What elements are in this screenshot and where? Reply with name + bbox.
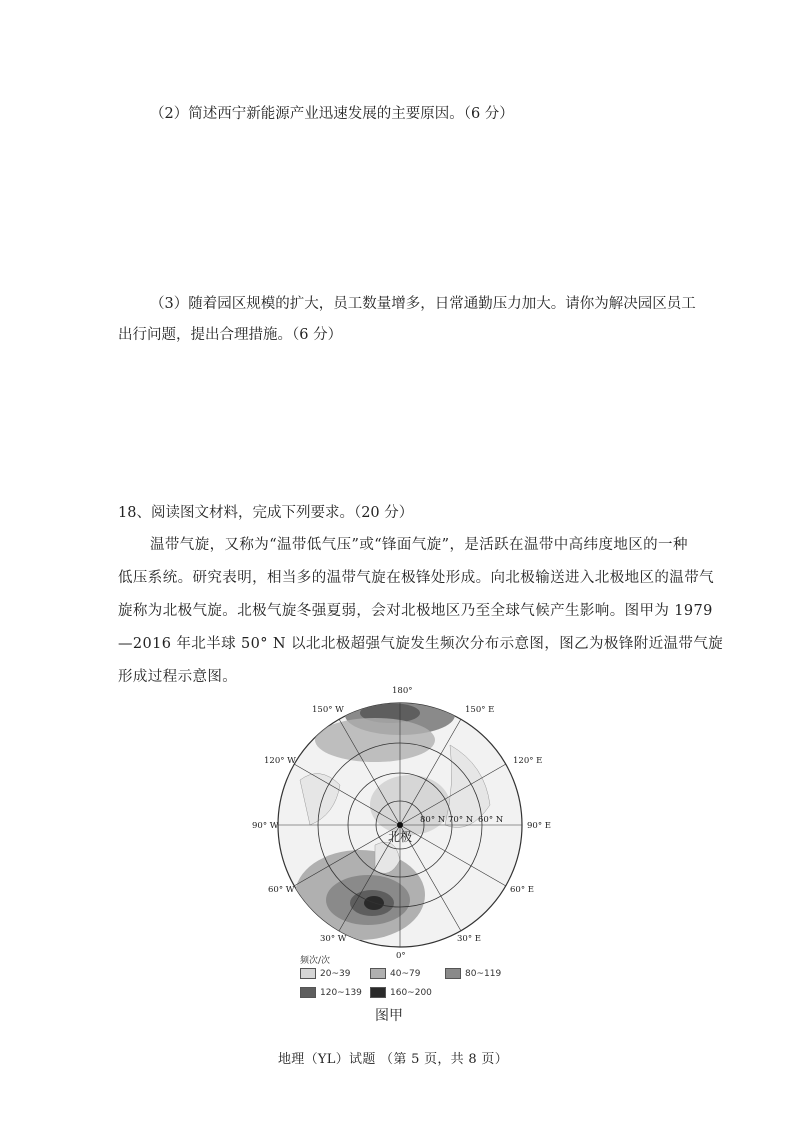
legend-title: 频次/次: [300, 956, 331, 966]
legend-swatch: [445, 968, 461, 979]
lon-label-180: 180°: [392, 686, 413, 696]
passage-line-5: 形成过程示意图。: [118, 669, 238, 685]
lon-label-60w: 60° W: [268, 885, 295, 895]
north-pole-dot: [397, 822, 403, 828]
lon-label-120w: 120° W: [264, 756, 296, 766]
passage-line-4: —2016 年北半球 50° N 以北北极超强气旋发生频次分布示意图，图乙为极锋附近温带气旋: [118, 636, 724, 652]
legend-swatch: [370, 968, 386, 979]
lon-label-30e: 30° E: [457, 934, 481, 944]
figure-caption: 图甲: [375, 1008, 403, 1024]
question-2: （2）简述西宁新能源产业迅速发展的主要原因。（6 分）: [150, 106, 514, 122]
lat-label-80n: 80° N: [420, 815, 446, 825]
polar-map-svg: [240, 685, 560, 1005]
lon-label-0: 0°: [396, 951, 406, 961]
passage-line-1: 温带气旋，又称为“温带低气压”或“锋面气旋”，是活跃在温带中高纬度地区的一种: [150, 537, 688, 553]
legend-label: 40~79: [390, 968, 421, 979]
arctic-cyclone-map: [240, 685, 560, 1005]
legend-item: [370, 968, 420, 979]
legend-item: [370, 987, 432, 998]
shade-arctic-center: [370, 775, 450, 835]
legend-swatch: [300, 987, 316, 998]
lon-label-30w: 30° W: [320, 934, 347, 944]
lon-label-90w: 90° W: [252, 821, 279, 831]
legend-item: [300, 968, 350, 979]
passage-line-2: 低压系统。研究表明，相当多的温带气旋在极锋处形成。向北极输送进入北极地区的温带气: [118, 570, 714, 586]
lat-label-70n: 70° N: [448, 815, 474, 825]
lat-label-60n: 60° N: [478, 815, 504, 825]
lon-label-90e: 90° E: [527, 821, 551, 831]
lon-label-150e: 150° E: [465, 705, 495, 715]
legend-label: 20~39: [320, 968, 351, 979]
legend-item: [445, 968, 501, 979]
lon-label-150w: 150° W: [312, 705, 344, 715]
page-footer: 地理（YL）试题 （第 5 页，共 8 页）: [278, 1052, 509, 1067]
passage-line-3: 旋称为北极气旋。北极气旋冬强夏弱，会对北极地区乃至全球气候产生影响。图甲为 1979: [118, 603, 713, 619]
legend-label: 160~200: [390, 987, 432, 998]
legend-swatch: [370, 987, 386, 998]
lon-label-60e: 60° E: [510, 885, 534, 895]
legend-label: 80~119: [465, 968, 502, 979]
north-pole-label: 北极: [388, 830, 413, 844]
legend-label: 120~139: [320, 987, 362, 998]
legend-item: [300, 987, 362, 998]
legend-swatch: [300, 968, 316, 979]
shade-pacific-mid: [315, 718, 435, 762]
question-3-line-2: 出行问题，提出合理措施。（6 分）: [118, 327, 343, 343]
question-18: 18、阅读图文材料，完成下列要求。（20 分）: [118, 505, 414, 521]
lon-label-120e: 120° E: [513, 756, 543, 766]
question-3-line-1: （3）随着园区规模的扩大，员工数量增多，日常通勤压力加大。请你为解决园区员工: [150, 296, 696, 312]
